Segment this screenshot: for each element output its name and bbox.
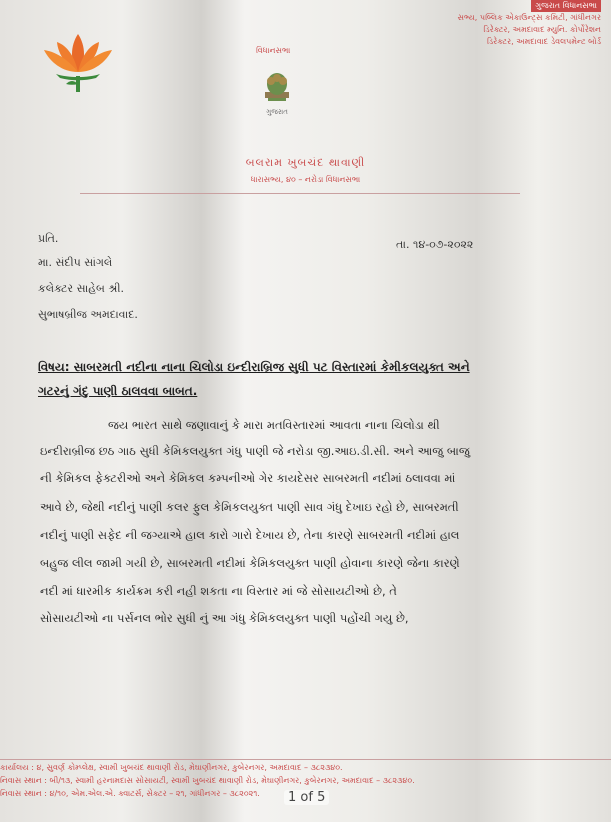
emblem-caption: ગુજરાત <box>266 108 288 116</box>
subject-line: વિષય: સાબરમતી નદીના નાના ચિલોડા ઇન્દીરાબ્રિજ સુધી પટ વિસ્તારમાં કેમીકલયુક્ત અને <box>38 360 470 374</box>
recipient-address: સુભાષબ્રીજ અમદાવાદ. <box>38 308 138 321</box>
subject <box>38 355 583 403</box>
body-line: સોસાયટીઓ ના પર્સનલ ભોર સુધી નું આ ગંધુ કેમિકલયુક્ત પાણી પહોંચી ગયુ છે, <box>40 611 409 625</box>
lotus-logo-icon <box>40 32 116 94</box>
header-divider <box>80 193 520 194</box>
committee-line: ગુજરાત વિધાનસભા <box>531 0 601 12</box>
body-line: બહુજ લીલ જામી ગયી છે, સાબરમતી નદીમાં કેમિકલયુક્ત પાણી હોવાના કારણે જેના કારણે <box>40 556 460 570</box>
body-line: જય ભારત સાથે જણાવાનું કે મારા મતવિસ્તારમાં આવતા નાના ચિલોડા થી <box>108 418 440 432</box>
committee-line: ડિરેક્ટર, અમદાવાદ મ્યુનિ. કોર્પોરેશન <box>483 25 601 34</box>
salutation-to: પ્રતિ. <box>38 232 59 245</box>
page-indicator: 1 of 5 <box>284 790 329 805</box>
mla-designation: ધારાસભ્ય, ૪૦ – નરોડા વિધાનસભા <box>250 175 361 184</box>
committee-line: સભ્ય, પબ્લિક એકાઉન્ટ્સ કમિટી, ગાંધીનગર <box>457 13 601 22</box>
committee-line: ડિરેક્ટર, અમદાવાદ ડેવલપમેન્ટ બોર્ડ <box>486 37 601 46</box>
body-line: નદીનું પાણી સફેદ ની જગ્યાએ હાલ કારો ગારો દેખાય છે, તેના કારણે સાબરમતી નદીમાં હાલ <box>40 528 460 542</box>
letter-date: તા. ૧૪-૦૭-૨૦૨૨ <box>396 238 474 251</box>
footer-address-residence: નિવાસ સ્થાન : બી/૧૩, સ્વામી હરનામદાસ સોસાયટી, સ્વામી ખુબચંદ થાવાણી રોડ, મેઘાણીનગર, કુબેરનગર, અમદાવાદ – ૩૮૨૩૪૦. <box>0 776 415 785</box>
body-line: આવે છે, જેથી નદીનું પાણી કલર ફુલ કેમિકલયુક્ત પાણી સાવ ગંધુ દેખાઇ રહો છે, સાબરમતી <box>40 500 459 514</box>
body-line: નદી માં ધારમીક કાર્યક્રમ કરી નહી શકતા ના વિસ્તાર માં જે સોસાયટીઓ છે, તે <box>40 584 397 598</box>
mla-name: બલરામ ખુબચંદ થાવાણી <box>245 156 366 169</box>
recipient-title: કલેક્ટર સાહેબ શ્રી. <box>38 282 124 295</box>
assembly-tag: વિધાનસભા <box>256 46 291 55</box>
body-line: ની કેમિકલ ફેક્ટરીઓ અને કેમિકલ કમ્પનીઓ ગેર કાયદેસર સાબરમતી નદીમાં ઠલાવવા માં <box>40 471 456 485</box>
footer-divider <box>0 759 611 760</box>
footer-address-quarters: નિવાસ સ્થાન : ૪/૧૦, એમ.એલ.એ. ક્વાટર્સ, સેક્ટર – ૨૧, ગાંધીનગર – ૩૮૨૦૨૧. <box>0 789 260 798</box>
letterhead-committees <box>458 0 601 48</box>
body-line: ઇન્દીરાબ્રીજ છઠ ગાઠ સુધી કેમિકલયુક્ત ગંધુ પાણી જે નરોડા જી.આઇ.ડી.સી. અને આજુ બાજુ <box>40 444 470 458</box>
subject-line: ગટરનું ગંદુ પાણી ઠાલવવા બાબત. <box>38 384 198 398</box>
state-emblem-icon <box>258 64 296 124</box>
recipient-name: મા. સંદીપ સાંગલે <box>38 256 113 269</box>
footer-address-office: કાર્યાલય : ૪, સુવર્ણ કોમ્પ્લેક્ષ, સ્વામી ખુબચંદ થાવાણી રોડ, મેઘાણીનગર, કુબેરનગર, અમદાવાદ – ૩૮૨૩૪૦. <box>0 763 343 772</box>
